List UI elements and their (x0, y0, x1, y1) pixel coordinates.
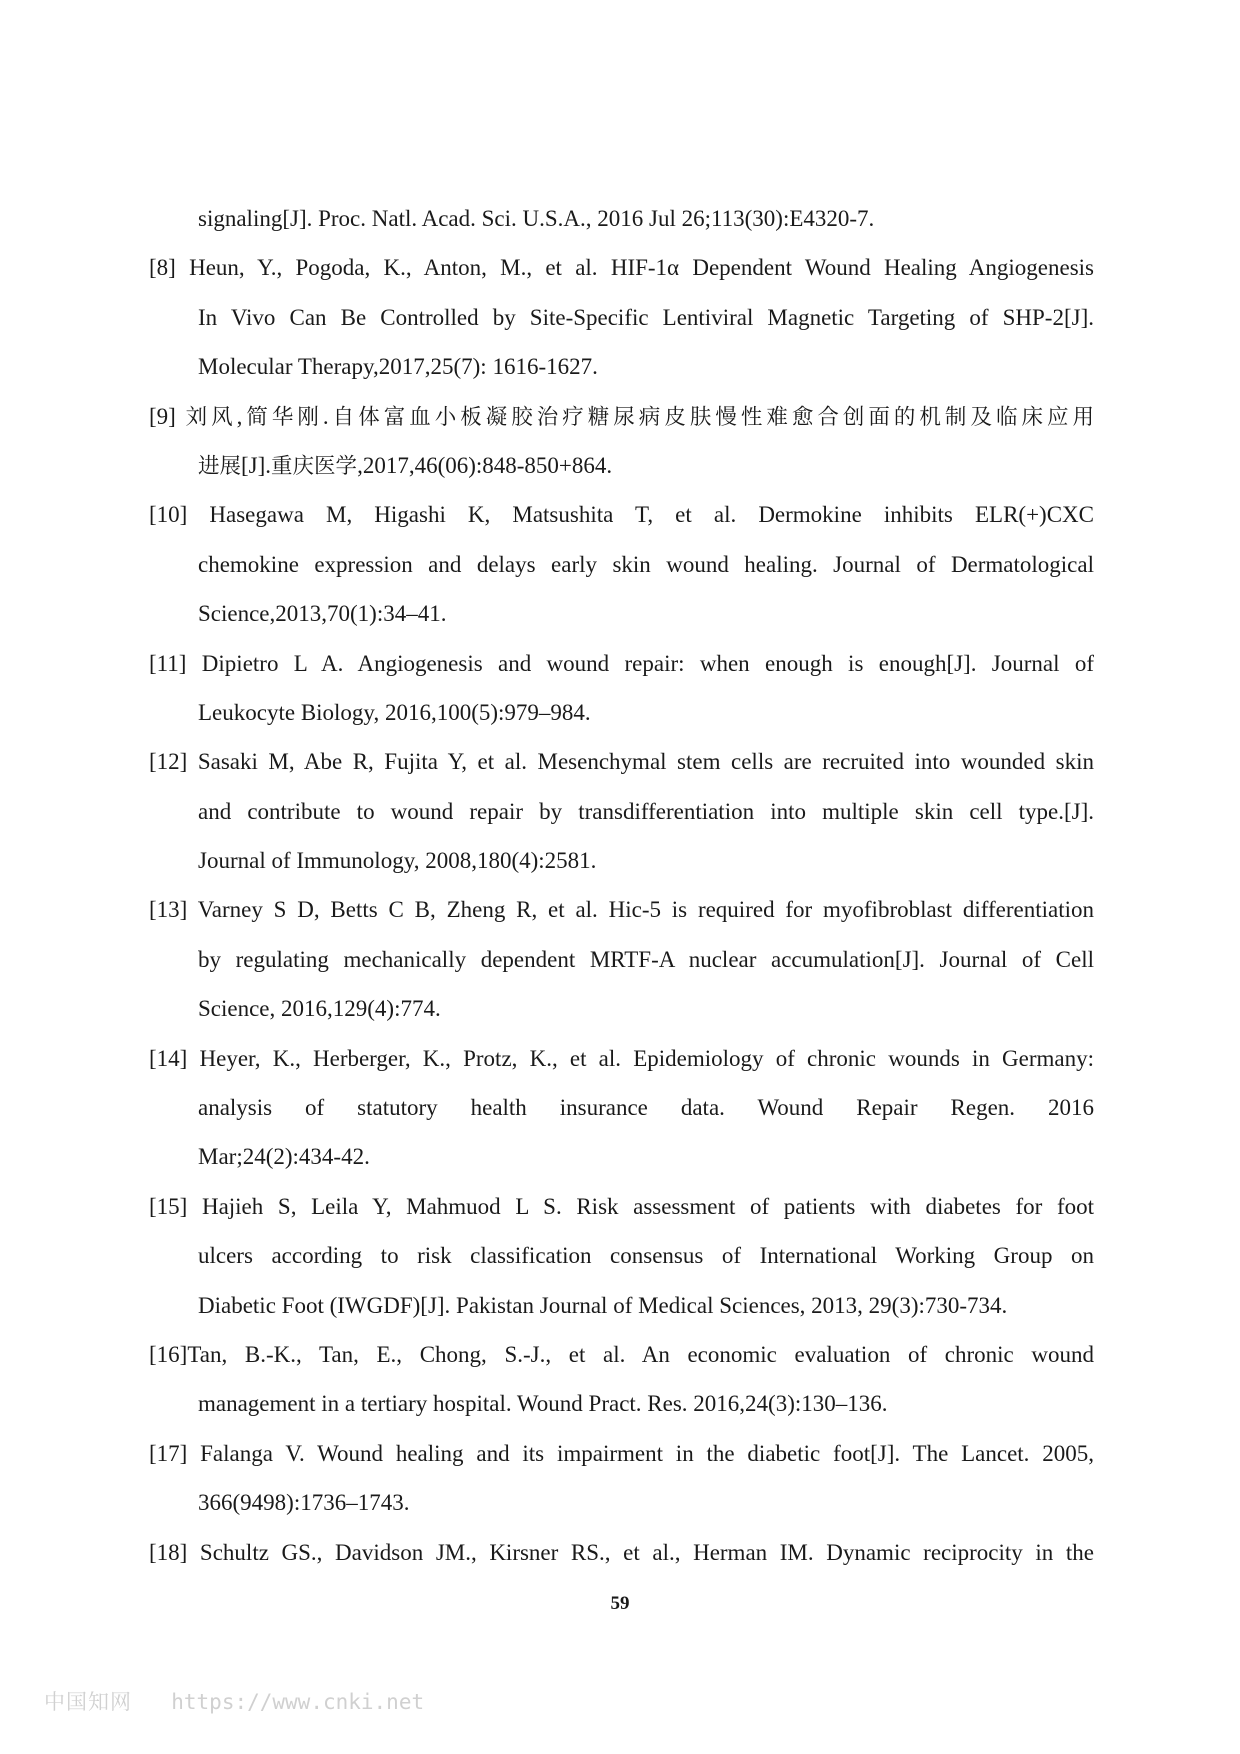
reference-continuation-line: analysis of statutory health insurance data. Wound Repair Regen. 2016 (198, 1095, 1094, 1121)
reference-continuation-line: Mar;24(2):434-42. (198, 1144, 370, 1170)
latin-text-run: ,2017,46(06):848-850+864. (357, 452, 613, 478)
reference-entry (149, 1034, 1094, 1182)
reference-continuation-line: signaling[J]. Proc. Natl. Acad. Sci. U.S.A., 2016 Jul 26;113(30):E4320-7. (198, 206, 875, 231)
cjk-text-run: 刘风 (185, 404, 237, 430)
reference-continuation-line: by regulating mechanically dependent MRTF-A nuclear accumulation[J]. Journal of Cell (198, 946, 1094, 972)
reference-continuation-line (149, 441, 1094, 490)
reference-entry (149, 1182, 1094, 1330)
reference-continuation-line: ulcers according to risk classification consensus of International Working Group on (198, 1243, 1094, 1269)
reference-entry (149, 392, 1094, 491)
cjk-text-run: 进展 (198, 453, 242, 479)
reference-continuation-line: chemokine expression and delays early skin wound healing. Journal of Dermatological (198, 551, 1094, 577)
cjk-text-run: 简华刚 (242, 404, 323, 430)
reference-list (149, 194, 1094, 1577)
latin-text-run: [9] (149, 403, 186, 429)
reference-first-line: [11] Dipietro L A. Angiogenesis and wound repair: when enough is enough[J]. Journal of (149, 650, 1094, 676)
reference-continuation-line: In Vivo Can Be Controlled by Site-Specific Lentiviral Magnetic Targeting of SHP-2[J]. (198, 304, 1094, 330)
reference-first-line: [15] Hajieh S, Leila Y, Mahmuod L S. Risk assessment of patients with diabetes for foot (149, 1193, 1094, 1219)
reference-first-line: [12] Sasaki M, Abe R, Fujita Y, et al. Mesenchymal stem cells are recruited into wounded skin (149, 749, 1094, 775)
reference-entry (149, 194, 1094, 243)
reference-continuation-line: Science, 2016,129(4):774. (198, 996, 441, 1022)
page-number: 59 (610, 1593, 630, 1614)
reference-continuation-line: Leukocyte Biology, 2016,100(5):979–984. (198, 699, 591, 725)
latin-text-run: [J]. (241, 452, 272, 478)
reference-first-line: [16]Tan, B.-K., Tan, E., Chong, S.-J., et al. An economic evaluation of chronic wound (149, 1341, 1094, 1367)
reference-entry (149, 490, 1094, 638)
reference-continuation-line: 366(9498):1736–1743. (198, 1490, 410, 1516)
reference-entry (149, 1330, 1094, 1429)
cjk-text-run: 重庆医学 (271, 453, 358, 479)
latin-text-run: , (236, 403, 243, 429)
reference-continuation-line: Molecular Therapy,2017,25(7): 1616-1627. (198, 354, 598, 380)
reference-entry (149, 885, 1094, 1033)
reference-continuation-line: Journal of Immunology, 2008,180(4):2581. (198, 848, 597, 874)
watermark-url: https://www.cnki.net (171, 1690, 425, 1714)
reference-first-line: [17] Falanga V. Wound healing and its impairment in the diabetic foot[J]. The Lancet. 2005, (149, 1440, 1094, 1466)
reference-continuation-line: Diabetic Foot (IWGDF)[J]. Pakistan Journal of Medical Sciences, 2013, 29(3):730-734. (198, 1292, 1008, 1318)
reference-first-line: [10] Hasegawa M, Higashi K, Matsushita T, et al. Dermokine inhibits ELR(+)CXC (149, 502, 1094, 528)
reference-entry (149, 243, 1094, 391)
reference-continuation-line: and contribute to wound repair by transdifferentiation into multiple skin cell type.[J]. (198, 798, 1094, 824)
cjk-text-run: 自体富血小板凝胶治疗糖尿病皮肤慢性难愈合创面的机制及临床应用 (328, 404, 1094, 430)
reference-entry (149, 1528, 1094, 1577)
reference-first-line: [14] Heyer, K., Herberger, K., Protz, K., et al. Epidemiology of chronic wounds in Germany: (149, 1045, 1094, 1071)
latin-text-run: . (322, 403, 329, 429)
watermark-site-name: 中国知网 (44, 1690, 132, 1714)
reference-first-line: [8] Heun, Y., Pogoda, K., Anton, M., et al. HIF-1α Dependent Wound Healing Angiogenesis (149, 255, 1094, 281)
reference-first-line (149, 392, 1094, 441)
reference-first-line: [13] Varney S D, Betts C B, Zheng R, et al. Hic-5 is required for myofibroblast differentiation (149, 897, 1094, 923)
reference-entry (149, 1429, 1094, 1528)
reference-continuation-line: Science,2013,70(1):34–41. (198, 601, 447, 627)
reference-entry (149, 737, 1094, 885)
reference-first-line: [18] Schultz GS., Davidson JM., Kirsner RS., et al., Herman IM. Dynamic reciprocity in the (149, 1539, 1094, 1565)
cnki-watermark (44, 1686, 424, 1716)
reference-continuation-line: management in a tertiary hospital. Wound Pract. Res. 2016,24(3):130–136. (198, 1391, 888, 1417)
reference-entry (149, 639, 1094, 738)
